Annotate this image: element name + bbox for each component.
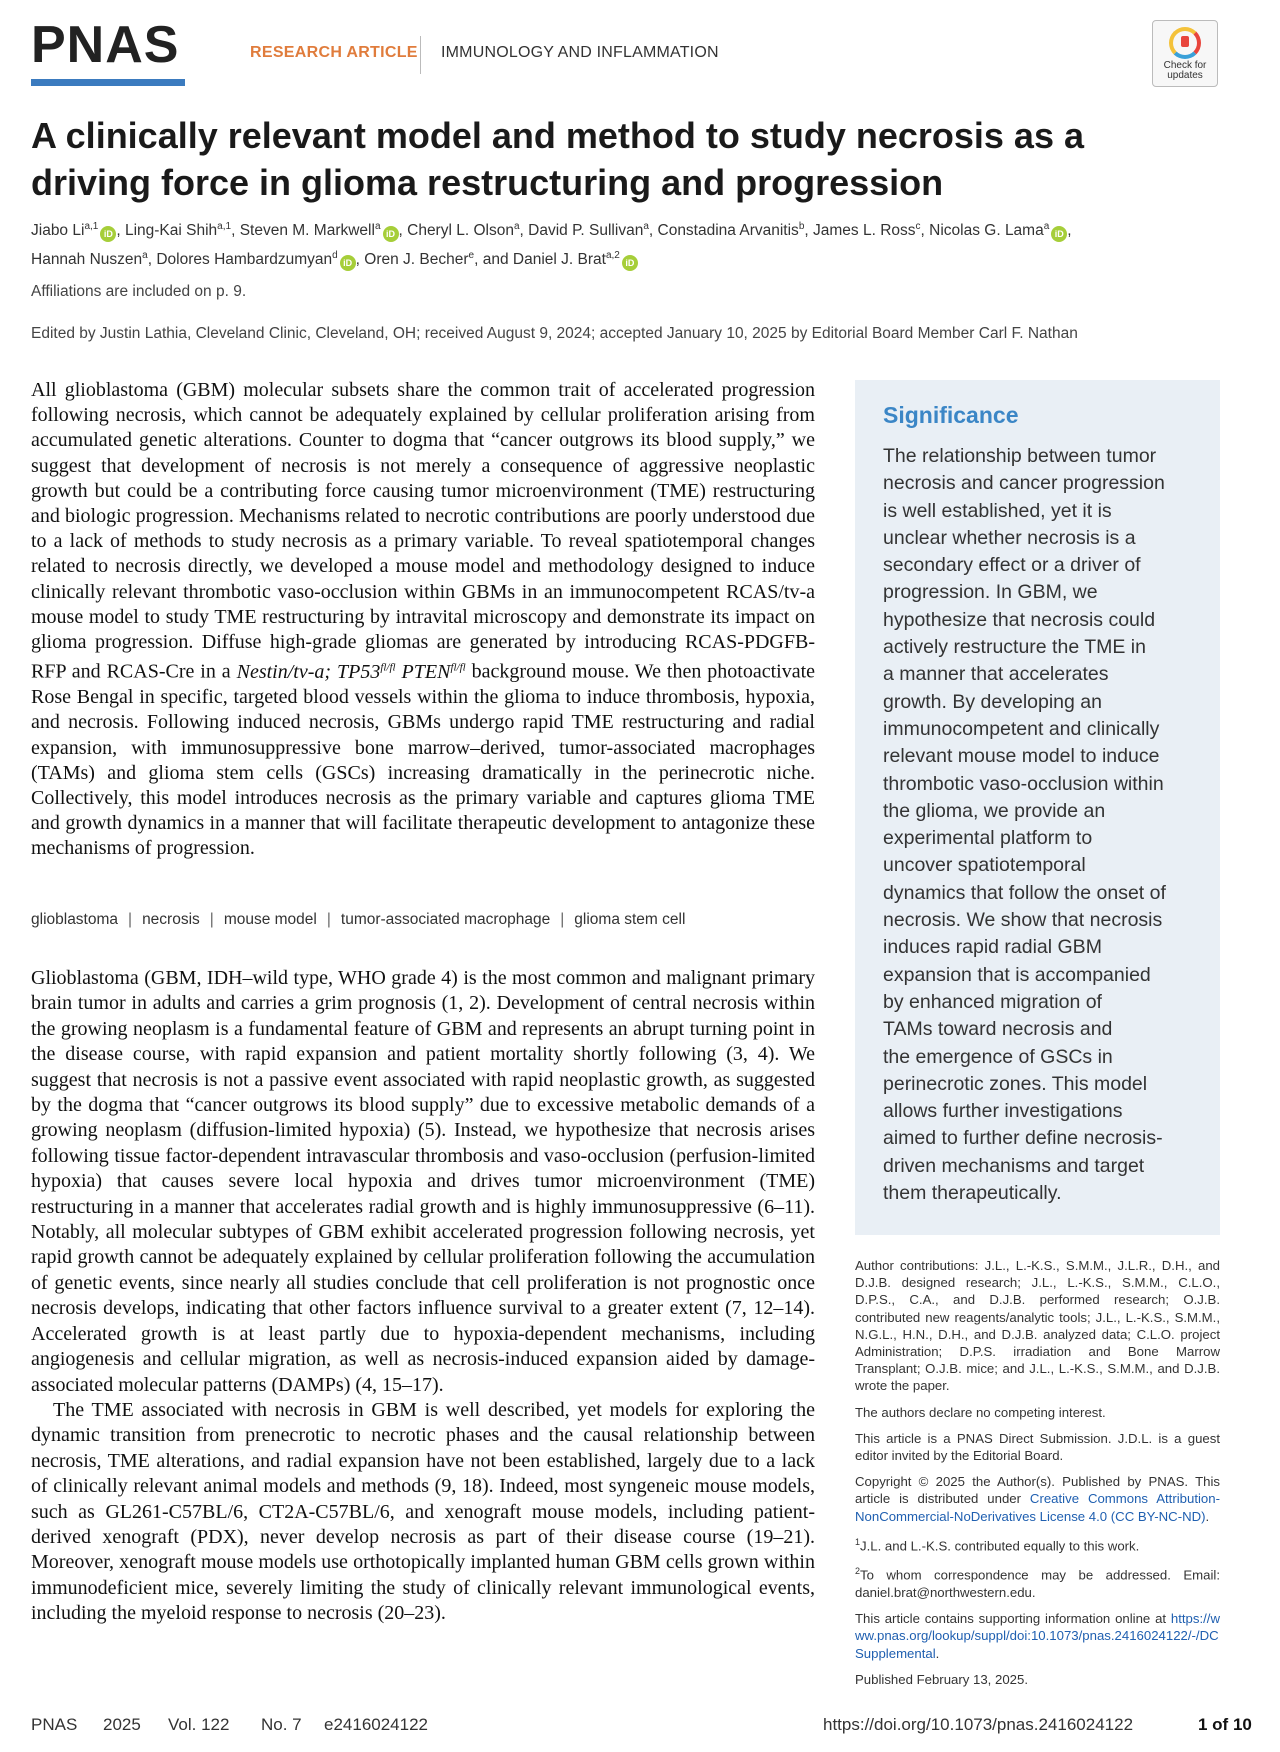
check-for-updates-button[interactable] (1152, 20, 1218, 87)
footnote-2 (855, 1563, 1220, 1601)
author-list (31, 214, 1211, 272)
significance-line: The relationship between tumor (883, 445, 1157, 467)
keyword-separator: | (326, 911, 331, 928)
significance-line: growth. By developing an (883, 690, 1102, 713)
significance-line: necrosis. We show that necrosis (883, 909, 1163, 932)
significance-line: the glioma, we provide an (883, 799, 1106, 822)
title-line: driving force in glioma restructuring and progression (31, 162, 944, 203)
significance-line: progression. In GBM, we (883, 581, 1098, 604)
significance-line: uncover spatiotemporal (883, 854, 1086, 877)
keyword[interactable]: glioblastoma (31, 911, 119, 928)
author-affiliation-mark: a (643, 221, 649, 232)
significance-line: allows further investigations (883, 1100, 1123, 1123)
abstract-sup-1: fl/fl (380, 661, 396, 674)
significance-box (855, 380, 1220, 1235)
competing-interest: The authors declare no competing interest. (855, 1404, 1106, 1420)
significance-line: thrombotic vaso-occlusion within (883, 772, 1164, 795)
license-link[interactable]: Creative Commons Attribution-NonCommercial-NoDerivatives License 4.0 (CC BY-NC-ND) (855, 1491, 1220, 1524)
author-affiliation-mark: c (915, 221, 921, 232)
orcid-icon[interactable]: iD (383, 226, 399, 242)
author-separator: , (920, 222, 930, 240)
footer-page-number: 1 of 10 (1198, 1715, 1252, 1734)
footer-journal: PNAS (31, 1715, 78, 1734)
author-affiliation-mark: a,1 (84, 221, 99, 232)
author-name: Cheryl L. Olson (407, 222, 514, 240)
author[interactable] (156, 251, 355, 268)
author[interactable] (407, 222, 519, 239)
author[interactable] (31, 251, 148, 268)
title-line: A clinically relevant model and method to study necrosis as a (31, 115, 1084, 156)
author-name: Dolores Hambardzumyan (156, 251, 333, 269)
copyright-text: Copyright © 2025 the Author(s). Published by PNAS. This article is distributed under (855, 1474, 1220, 1507)
author-separator: , (147, 251, 157, 269)
author-affiliation-mark: a (513, 221, 520, 232)
article-type-label[interactable]: RESEARCH ARTICLE (250, 44, 418, 61)
article-title (31, 112, 1211, 206)
significance-line: necrosis and cancer progression (883, 472, 1165, 495)
keyword[interactable]: mouse model (223, 911, 317, 928)
significance-line: immunocompetent and clinically (883, 717, 1160, 740)
author[interactable] (929, 222, 1067, 239)
keyword[interactable]: tumor-associated macrophage (340, 911, 551, 928)
body-paragraph: Glioblastoma (GBM, IDH–wild type, WHO grade 4) is the most common and malignant primary brain tumor in adults and carries a grim prognosis (1, 2). Development of central necrosis within the growing neoplasm is a fundamental feature of GBM and represents an abrupt turning point in the disease course, with rapid expansion and patient mortality shortly following (3, 4). We suggest that necrosis is not a passive event associated with rapid neoplastic growth, as suggested by the dogma that “cancer outgrows its blood supply” due to excessive metabolic demands of a growing neoplasm (diffusion-limited hypoxia) (5). Instead, we hypothesize that necrosis arises following tissue factor-dependent intravascular thrombosis and vaso-occlusion (perfusion-limited hypoxia) that causes severe local hypoxia and drives tumor microenvironment (TME) restructuring in a manner that accelerates radial growth and is highly immunosuppressive (6–11). Notably, all molecular subtypes of GBM exhibit accelerated progression following necrosis, yet rapid growth cannot be adequately explained by cellular proliferation following the accumulation of genetic events, since nearly all studies conclude that cell proliferation is not prognostic once necrosis develops, indicating that other factors influence survival to a greater extent (7, 12–14). Accelerated growth is at least partly due to hypoxia-dependent mechanisms, including angiogenesis and cellular migration, as well as necrosis-induced expansion aided by damage-associated molecular patterns (DAMPs) (4, 15–17). (31, 967, 815, 1396)
author-affiliation-mark: a (1043, 221, 1050, 232)
significance-line: driven mechanisms and target (883, 1154, 1145, 1177)
keyword[interactable]: glioma stem cell (574, 911, 686, 928)
footnote-1-mark: 1 (855, 1536, 861, 1547)
copyright-end: . (1205, 1508, 1210, 1524)
si-text: This article contains supporting information online at (855, 1611, 1171, 1627)
abstract-sup-2: fl/fl (450, 661, 466, 674)
significance-line: experimental platform to (883, 827, 1093, 850)
significance-line: actively restructure the TME in (883, 636, 1146, 659)
footer-article-id: e2416024122 (324, 1715, 429, 1734)
footer-year: 2025 (103, 1715, 141, 1734)
body-paragraph: The TME associated with necrosis in GBM is well described, yet models for exploring the dynamic transition from prenecrotic to necrotic phases and the causal relationship between necrosis, TME alterations, and radial expansion have not been established, largely due to a lack of clinically relevant animal models and methods (9, 18). Indeed, most syngeneic mouse models, such as GL261-C57BL/6, CT2A-C57BL/6, and xenograft mouse models, including patient-derived xenograft (PDX), never develop necrosis as part of their disease course (19–21). Moreover, xenograft mouse models use orthotopically implanted human GBM cells grown within immunodeficient mice, severely limiting the study of clinically relevant immunological events, including the myeloid response to necrosis (20–23). (31, 1398, 815, 1625)
orcid-icon[interactable]: iD (340, 255, 356, 271)
significance-line: the emergence of GSCs in (883, 1045, 1113, 1068)
author-name: Ling-Kai Shih (124, 222, 218, 240)
si-end: . (935, 1645, 940, 1661)
author-separator: , (116, 222, 125, 240)
significance-text (883, 443, 1192, 1207)
supporting-info-note (855, 1610, 1220, 1662)
author-separator: , and (474, 251, 513, 269)
author-name: David P. Sullivan (528, 222, 644, 240)
orcid-icon[interactable]: iD (1051, 226, 1067, 242)
significance-line: dynamics that follow the onset of (883, 881, 1166, 904)
significance-heading: Significance (883, 402, 1019, 428)
edited-by-line: Edited by Justin Lathia, Cleveland Clinic, Cleveland, OH; received August 9, 2024; accepted January 10, 2025 by Editorial Board Member Carl F. Nathan (31, 325, 1078, 342)
author-affiliation-mark: a (374, 221, 381, 232)
footnote-2-mark: 2 (855, 1566, 861, 1577)
significance-line: aimed to further define necrosis- (883, 1127, 1163, 1150)
author-affiliation-mark: b (798, 221, 805, 232)
author[interactable] (31, 222, 116, 239)
author[interactable] (364, 251, 474, 268)
abstract-text-1: All glioblastoma (GBM) molecular subsets share the common trait of accelerated progression following necrosis, which cannot be adequately explained by cellular proliferation arising from accumulated genetic alterations. Counter to dogma that “cancer outgrows its blood supply,” we suggest that development of necrosis is not merely a consequence of aggressive neoplastic growth but could be a contributing force causing tumor microenvironment (TME) restructuring and biologic progression. Mechanisms related to necrotic contributions are poorly understood due to a lack of methods to study necrosis as a primary variable. To reveal spatiotemporal changes related to necrosis directly, we developed a mouse model and methodology designed to induce clinically relevant thrombotic vaso-occlusion within GBMs in an immunocompetent RCAS/tv-a mouse model to study TME restructuring by intravital microscopy and demonstrate its impact on glioma progression. Diffuse high-grade gliomas are generated by introducing RCAS-PDGFB-RFP and RCAS-Cre in a (31, 379, 815, 683)
si-link[interactable]: https://www.pnas.org/lookup/suppl/doi:10.1073/pnas.2416024122/-/DCSupplemental (855, 1611, 1220, 1661)
author[interactable] (528, 222, 649, 239)
check-updates-line-1: Check for (1163, 60, 1207, 71)
author-separator: , (231, 222, 240, 240)
keyword-separator: | (128, 911, 133, 928)
keyword[interactable]: necrosis (142, 911, 200, 928)
author-name: Steven M. Markwell (239, 222, 375, 240)
abstract-genotype-b: PTEN (395, 660, 451, 683)
significance-line: induces rapid radial GBM (883, 936, 1102, 959)
abstract (31, 378, 815, 862)
article-notes (855, 1257, 1220, 1697)
check-updates-line-2: updates (1167, 70, 1203, 81)
keyword-separator: | (209, 911, 214, 928)
footer-volume: Vol. 122 (168, 1715, 230, 1734)
published-date: Published February 13, 2025. (855, 1671, 1029, 1687)
keyword-list (31, 911, 685, 929)
footnote-1-text: J.L. and L.-K.S. contributed equally to this work. (860, 1538, 1140, 1554)
submission-note: This article is a PNAS Direct Submission. J.D.L. is a guest editor invited by the Editorial Board. (855, 1430, 1220, 1464)
significance-line: by enhanced migration of (883, 990, 1102, 1013)
subject-label[interactable]: IMMUNOLOGY AND INFLAMMATION (441, 44, 719, 61)
affiliations-note: Affiliations are included on p. 9. (31, 283, 247, 300)
author-name: Daniel J. Brat (512, 251, 606, 269)
abstract-text-2: background mouse. We then photoactivate Rose Bengal in specific, targeted blood vessels within the glioma to induce thrombosis, hypoxia, and necrosis. Following induced necrosis, GBMs undergo rapid TME restructuring and radial expansion, with immunosuppressive bone marrow–derived, tumor-associated macrophages (TAMs) and glioma stem cells (GSCs) increasing dramatically in the perinecrotic niche. Collectively, this model introduces necrosis as the primary variable and captures glioma TME and growth dynamics in a manner that will facilitate therapeutic development to antagonize these mechanisms of progression. (31, 660, 816, 860)
footnote-1 (855, 1534, 1220, 1555)
copyright-note (855, 1473, 1220, 1525)
crossmark-icon (1169, 27, 1201, 59)
author[interactable] (240, 222, 399, 239)
author-name: Constadina Arvanitis (657, 222, 799, 240)
author[interactable] (658, 222, 805, 239)
significance-line: unclear whether necrosis is a (883, 526, 1136, 549)
author-affiliation-mark: a,2 (605, 250, 620, 262)
page-footer (31, 1715, 1261, 1741)
significance-line: perinecrotic zones. This model (883, 1072, 1148, 1095)
author-separator: , (648, 222, 658, 240)
author-separator: , (804, 222, 813, 240)
author-affiliation-mark: a,1 (217, 221, 232, 232)
significance-line: hypothesize that necrosis could (883, 608, 1156, 631)
significance-line: relevant mouse model to induce (883, 745, 1160, 768)
author-affiliation-mark: a (142, 250, 148, 262)
author-separator: , (1067, 222, 1072, 240)
author-name: James L. Ross (813, 222, 916, 240)
abstract-genotype-a: Nestin/tv-a; TP53 (236, 660, 381, 683)
author-separator: , (355, 251, 365, 269)
significance-line: TAMs toward necrosis and (883, 1018, 1113, 1041)
author-name: Hannah Nuszen (31, 251, 143, 269)
author-name: Nicolas G. Lama (929, 222, 1044, 240)
author-affiliation-mark: d (332, 250, 338, 262)
author-contributions: Author contributions: J.L., L.-K.S., S.M.M., J.L.R., D.H., and D.J.B. designed research; J.L., L.-K.S., S.M.M., C.L.O., D.P.S., C.A., and D.J.B. performed research; O.J.B. contributed new reagents/analytic tools; J.L., L.-K.S., S.M.M., N.G.L., H.N., D.H., and D.J.B. analyzed data; C.L.O. project Administration; D.P.S. irradiation and Bone Marrow Transplant; O.J.B. mice; and J.L., L.-K.S., S.M.M., and D.J.B. wrote the paper. (855, 1258, 1220, 1394)
author[interactable] (513, 251, 638, 268)
author[interactable] (813, 222, 921, 239)
footer-doi-link[interactable]: https://doi.org/10.1073/pnas.2416024122 (823, 1715, 1134, 1734)
author[interactable] (125, 222, 231, 239)
pnas-logo[interactable] (31, 16, 186, 86)
orcid-icon[interactable]: iD (100, 226, 116, 242)
significance-line: secondary effect or a driver of (883, 554, 1141, 577)
footer-number: No. 7 (261, 1715, 302, 1734)
main-text (31, 966, 815, 1627)
significance-line: is well established, yet it is (883, 499, 1112, 522)
footnote-2-text: To whom correspondence may be addressed. Email: daniel.brat@northwestern.edu. (855, 1567, 1220, 1601)
author-name: Jiabo Li (31, 222, 85, 240)
significance-line: them therapeutically. (883, 1182, 1062, 1205)
author-affiliation-mark: e (468, 250, 475, 262)
footer-page (1198, 1715, 1252, 1735)
significance-line: a manner that accelerates (883, 663, 1109, 686)
header-divider (420, 36, 421, 74)
keyword-separator: | (560, 911, 565, 928)
logo-underline (31, 79, 185, 86)
author-name: Oren J. Becher (364, 251, 469, 269)
orcid-icon[interactable]: iD (622, 255, 638, 271)
author-separator: , (398, 222, 408, 240)
logo-wordmark: PNAS (31, 16, 180, 74)
significance-line: expansion that is accompanied (883, 963, 1151, 986)
author-separator: , (519, 222, 529, 240)
